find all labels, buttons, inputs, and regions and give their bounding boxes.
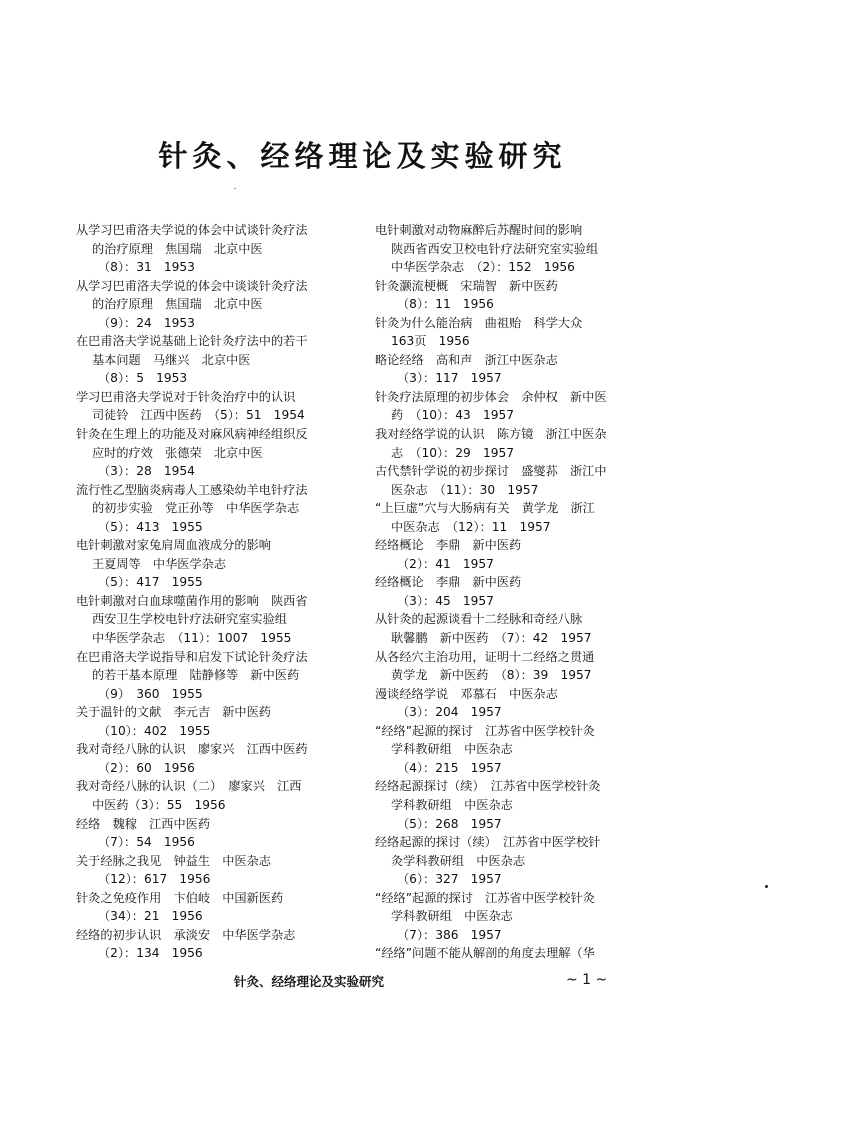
reference-line: （9） 360 1955 [98, 686, 203, 701]
reference-line: 163页 1956 [391, 334, 470, 349]
reference-line: 中医药（3）：55 1956 [92, 797, 226, 812]
reference-line: 陕西省西安卫校电针疗法研究室实验组 [391, 241, 599, 256]
reference-line: 针灸在生理上的功能及对麻风病神经组织反 [76, 427, 308, 442]
reference-line: （3）：45 1957 [397, 593, 494, 608]
reference-line: 的若干基本原理 陆静修等 新中医药 [92, 668, 300, 683]
reference-line: 关于温针的文献 李元吉 新中医药 [76, 705, 271, 720]
reference-line: （2）：60 1956 [98, 760, 195, 775]
reference-line: 电针刺激对家兔肩周血液成分的影响 [76, 538, 271, 553]
reference-line: 经络概论 李鼎 新中医药 [375, 538, 522, 553]
reference-line: （2）：134 1956 [98, 946, 203, 961]
footer-title: 针灸、经络理论及实验研究 [234, 974, 385, 989]
reference-line: （6）：327 1957 [397, 872, 502, 887]
reference-line: 针灸之免疫作用 卞伯岐 中国新医药 [76, 890, 284, 905]
reference-line: 古代禁针学说的初步探讨 盛燮荪 浙江中 [375, 464, 607, 479]
scan-speck [765, 885, 768, 888]
reference-line: 学科教研组 中医杂志 [391, 797, 513, 812]
reference-line: 经络概论 李鼎 新中医药 [375, 575, 522, 590]
reference-line: （3）：117 1957 [397, 371, 502, 386]
reference-line: （8）：5 1953 [98, 371, 188, 386]
reference-line: （12）：617 1956 [98, 872, 211, 887]
reference-line: （34）：21 1956 [98, 909, 203, 924]
reference-line: 学科教研组 中医杂志 [391, 742, 513, 757]
reference-line: （3）：204 1957 [397, 705, 502, 720]
reference-line: 学科教研组 中医杂志 [391, 909, 513, 924]
reference-line: （10）：402 1955 [98, 723, 211, 738]
reference-line: 中华医学杂志 （11）：1007 1955 [92, 631, 292, 646]
reference-line: 电针刺激对白血球噬菌作用的影响 陕西省 [76, 593, 308, 608]
reference-line: 灸学科教研组 中医杂志 [391, 853, 526, 868]
reference-line: （7）：54 1956 [98, 835, 195, 850]
page-number: ~ 1 ~ [566, 972, 608, 988]
reference-line: 从针灸的起源谈看十二经脉和奇经八脉 [375, 612, 583, 627]
reference-line: 流行性乙型脑炎病毒人工感染幼羊电针疗法 [76, 482, 308, 497]
reference-line: 针灸为什么能治病 曲祖贻 科学大众 [375, 315, 583, 330]
reference-line: “上巨虚”穴与大肠病有关 黄学龙 浙江 [375, 501, 595, 516]
reference-line: 我对经络学说的认识 陈方镜 浙江中医杂 [375, 427, 607, 442]
reference-line: “经络”起源的探讨 江苏省中医学校针灸 [375, 723, 595, 738]
reference-line: 在巴甫洛夫学说基础上论针灸疗法中的若干 [76, 334, 308, 349]
reference-line: 我对奇经八脉的认识 廖家兴 江西中医药 [76, 742, 308, 757]
reference-line: 针灸疗法原理的初步体会 余仲权 新中医 [375, 389, 607, 404]
reference-line: 西安卫生学校电针疗法研究室实验组 [92, 612, 287, 627]
scan-speck [234, 188, 236, 189]
reference-line: 应时的疗效 张德荣 北京中医 [92, 445, 263, 460]
reference-line: 经络起源的探讨（续） 江苏省中医学校针 [375, 835, 601, 850]
left-column [76, 221, 376, 963]
reference-line: （8）：11 1956 [397, 297, 494, 312]
reference-line: （2）：41 1957 [397, 556, 494, 571]
reference-line: 从学习巴甫洛夫学说的体会中谈谈针灸疗法 [76, 278, 308, 293]
reference-line: 从学习巴甫洛夫学说的体会中试谈针灸疗法 [76, 223, 308, 237]
reference-line: 基本问题 马继兴 北京中医 [92, 352, 251, 367]
reference-line: （5）：417 1955 [98, 575, 203, 590]
page-title: 针灸、经络理论及实验研究 [158, 139, 567, 173]
reference-line: （4）：215 1957 [397, 760, 502, 775]
reference-line: 学习巴甫洛夫学说对于针灸治疗中的认识 [76, 389, 296, 404]
reference-line: 经络的初步认识 承淡安 中华医学杂志 [76, 927, 296, 942]
reference-line: （9）：24 1953 [98, 315, 195, 330]
reference-line: 中华医学杂志 （2）：152 1956 [391, 260, 575, 275]
reference-line: 经络起源探讨（续） 江苏省中医学校针灸 [375, 779, 601, 794]
reference-line: 王夏周等 中华医学杂志 [92, 556, 227, 571]
reference-line: （3）：28 1954 [98, 464, 195, 479]
reference-line: 漫谈经络学说 邓慕石 中医杂志 [375, 686, 558, 701]
reference-line: （5）：413 1955 [98, 519, 203, 534]
reference-line: 从各经穴主治功用，证明十二经络之贯通 [375, 649, 595, 664]
reference-line: 志 （10）：29 1957 [391, 445, 514, 460]
reference-line: 黄学龙 新中医药 （8）：39 1957 [391, 668, 592, 683]
reference-line: （5）：268 1957 [397, 816, 502, 831]
reference-line: 耿馨鹏 新中医药 （7）：42 1957 [391, 631, 592, 646]
reference-line: 药 （10）：43 1957 [391, 408, 514, 423]
reference-line: 我对奇经八脉的认识（二） 廖家兴 江西 [76, 779, 302, 794]
reference-line: 略论经络 高和声 浙江中医杂志 [375, 352, 558, 367]
reference-line: 电针刺激对动物麻醉后苏醒时间的影响 [375, 223, 583, 237]
reference-line: 司徒铃 江西中医药 （5）：51 1954 [92, 408, 305, 423]
reference-line: （7）：386 1957 [397, 927, 502, 942]
right-column [375, 221, 657, 963]
reference-line: 中医杂志 （12）：11 1957 [391, 519, 551, 534]
reference-line: 的治疗原理 焦国瑞 北京中医 [92, 241, 263, 256]
reference-line: 的初步实验 党正孙等 中华医学杂志 [92, 501, 300, 516]
reference-line: “经络”起源的探讨 江苏省中医学校针灸 [375, 890, 595, 905]
reference-line: “经络”问题不能从解剖的角度去理解（华 [375, 946, 595, 961]
reference-line: 经络 魏稼 江西中医药 [76, 816, 211, 831]
reference-line: 的治疗原理 焦国瑞 北京中医 [92, 297, 263, 312]
reference-line: 针灸灏流梗概 宋瑞智 新中医药 [375, 278, 558, 293]
reference-line: （8）：31 1953 [98, 260, 195, 275]
reference-line: 关于经脉之我见 钟益生 中医杂志 [76, 853, 271, 868]
reference-line: 医杂志 （11）：30 1957 [391, 482, 539, 497]
reference-line: 在巴甫洛夫学说指导和启发下试论针灸疗法 [76, 649, 308, 664]
